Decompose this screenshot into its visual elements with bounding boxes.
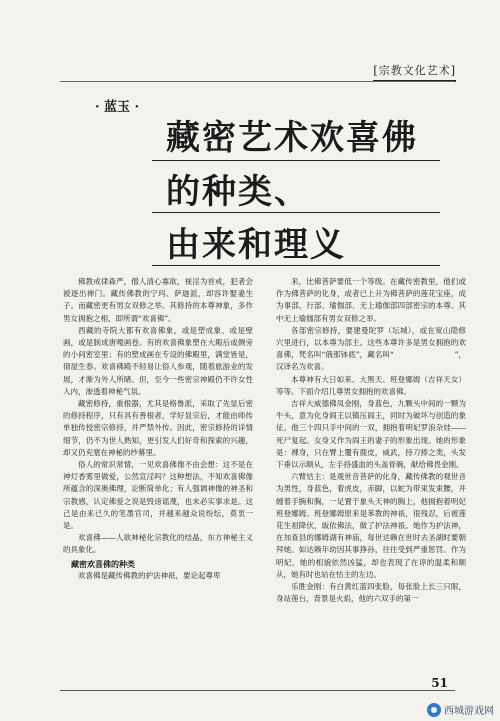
body-paragraph: 吉祥大威德佛凤金刚，身蓝色，九颗头中间的一颗为牛头，意为化身阎王以镇压阎王，同时为破坏与创造的象征。他三十四只手中间的一双，拥抱着明妃罗浪杂娃——死尸复起。女身又作为阎王的妻子的形象出现。她的形象是：裸身，只在臂上覆有鹿皮，威武，持刀捧之类，头发下垂以示顺从，左手持盛血的头盖骨碗，献给佛畏金刚。 — [276, 399, 466, 470]
watermark-text: 西城游戏网 — [444, 706, 494, 717]
article-title-line-1: 藏密艺术欢喜佛 — [166, 118, 418, 158]
body-paragraph: 俗人的常识常情，一见欢喜佛像不由会想：这不是在神灯香雾里做爱，公然宣淫吗？这种想法，不知欢喜佛像所蕴含的深奥佛理，论断简单化；有人强调神像的神圣和宗教感，认定佛爱之说是毁谤谣蔑，也未必实事求是。这己是由来已久的笔墨官司，并越来越众说纷纭，莫衷一是。 — [63, 460, 253, 531]
body-paragraph: 六臂怙主：是观世音菩萨的化身，藏传佛教的观世音为男性，身蓝色，着虎皮，赤脚，以蛇为带束发束腰，并缠着手腕和胸，一足置于象头天神的胸上，他拥抱着明妃班登娜姆。班登娜姆原来是苯教的神祇，很残忍，后被莲花生祖降伏，皈依佛法，做了护法神祇。她作为护法神，在加查县的娜姆湖有神庙，每世达赖在世时去圣湖时要朝拜她。如达赖年幼因其事挣孙，往往受到严重惩罚。作为明妃，她的相貌依然凶猛，却也表现了在谆的温柔和顺从，她有时也站在怙主的左边。 — [276, 472, 466, 579]
article-title-line-2: 的种类、 — [166, 172, 310, 212]
body-paragraph: 藏密修持，重根器，尤其是格鲁派，采取了先显后密的修持程序，只有具有善根者，学好显宗后，才能由师传单独传授密宗修持，并严禁外传。因此，密宗修持的详情细节，仍不为世人熟知，更引发人们好奇和探索的兴趣，却又仍充塞在神秘的纱幕里。 — [63, 399, 253, 457]
title-underline-2 — [152, 212, 440, 213]
body-paragraph: 来，比佛菩萨要低一个等级。在藏传密教里，他们或作为佛菩萨的化身，或者已上升为佛菩萨的莲花宝座，成为事部、行部、瑜伽部、无上瑜伽部四部密宗的本尊。其中无上瑜伽部有男女双修之举。 — [276, 277, 466, 323]
body-paragraph: 西藏的寺院大都有欢喜佛象，或是塑成象、或是壁画，或是制成唐嘎画卷。有的欢喜佛象塑在大殿后或侧旁的小间密室里；有的塑成画在专设的佛殿里，满堂皆是，彻屋生春。欢喜佛殿不轻易让俗人参观，随着旅游业的发展，才渐为外人所睹。但，至今一些密宗神殿仍不许女性入内，渗透着神秘气氛。 — [63, 325, 253, 396]
body-column-right — [276, 276, 466, 654]
article-title-line-3: 由来和理义 — [166, 225, 346, 265]
page-number: 51 — [431, 676, 448, 690]
watermark — [427, 702, 494, 717]
body-paragraph: 乐胜金刚：有白黄红蓝四张脸，每张脸上长三只眼，身站莲台，背景是火焰，他的六双手的第一 — [276, 582, 466, 604]
section-heading: 藏密欢喜佛的种类 — [71, 558, 135, 569]
body-paragraph: 本尊神有大日如来、大黑天、班登娜姆（吉祥天女）等等。下面介绍几尊男女拥抱的欢喜佛。 — [276, 374, 466, 396]
body-paragraph: 欢喜佛是藏传佛教的护法神祇，要论起尊卑 — [78, 570, 221, 580]
bottom-divider — [60, 690, 455, 691]
body-column-left — [63, 276, 253, 654]
body-paragraph: 欢喜佛——人欲神秘化宗教化的结晶，东方神秘主义的具象化。 — [63, 533, 253, 555]
top-divider — [60, 81, 455, 82]
author-name: · 蓝玉 · — [95, 100, 140, 115]
title-underline-3 — [152, 265, 440, 266]
section-label: [宗教文化艺术] — [373, 62, 456, 82]
watermark-logo-icon — [427, 703, 441, 717]
body-paragraph: 各部密宗修持，要建曼陀罗（坛城），或在宽山隐修穴里进行，以本尊为部主。这些本尊许多是男女拥抱的欢喜佛，梵名叫“俄那钵底”，藏名叫“ ”，汉译名为欢喜。 — [276, 325, 466, 372]
title-underline-1 — [152, 160, 440, 161]
body-paragraph: 佛教戒律森严，僧人清心寡欲，视淫为首戒，犯者会被逐出禅门。藏传佛教的宁玛、萨迦派，却容许娶妻生子。而藏密更有男女双修之举。其修持的本尊神象，多作男女拥抱之相，即所谓“欢喜佛”。 — [63, 277, 253, 323]
